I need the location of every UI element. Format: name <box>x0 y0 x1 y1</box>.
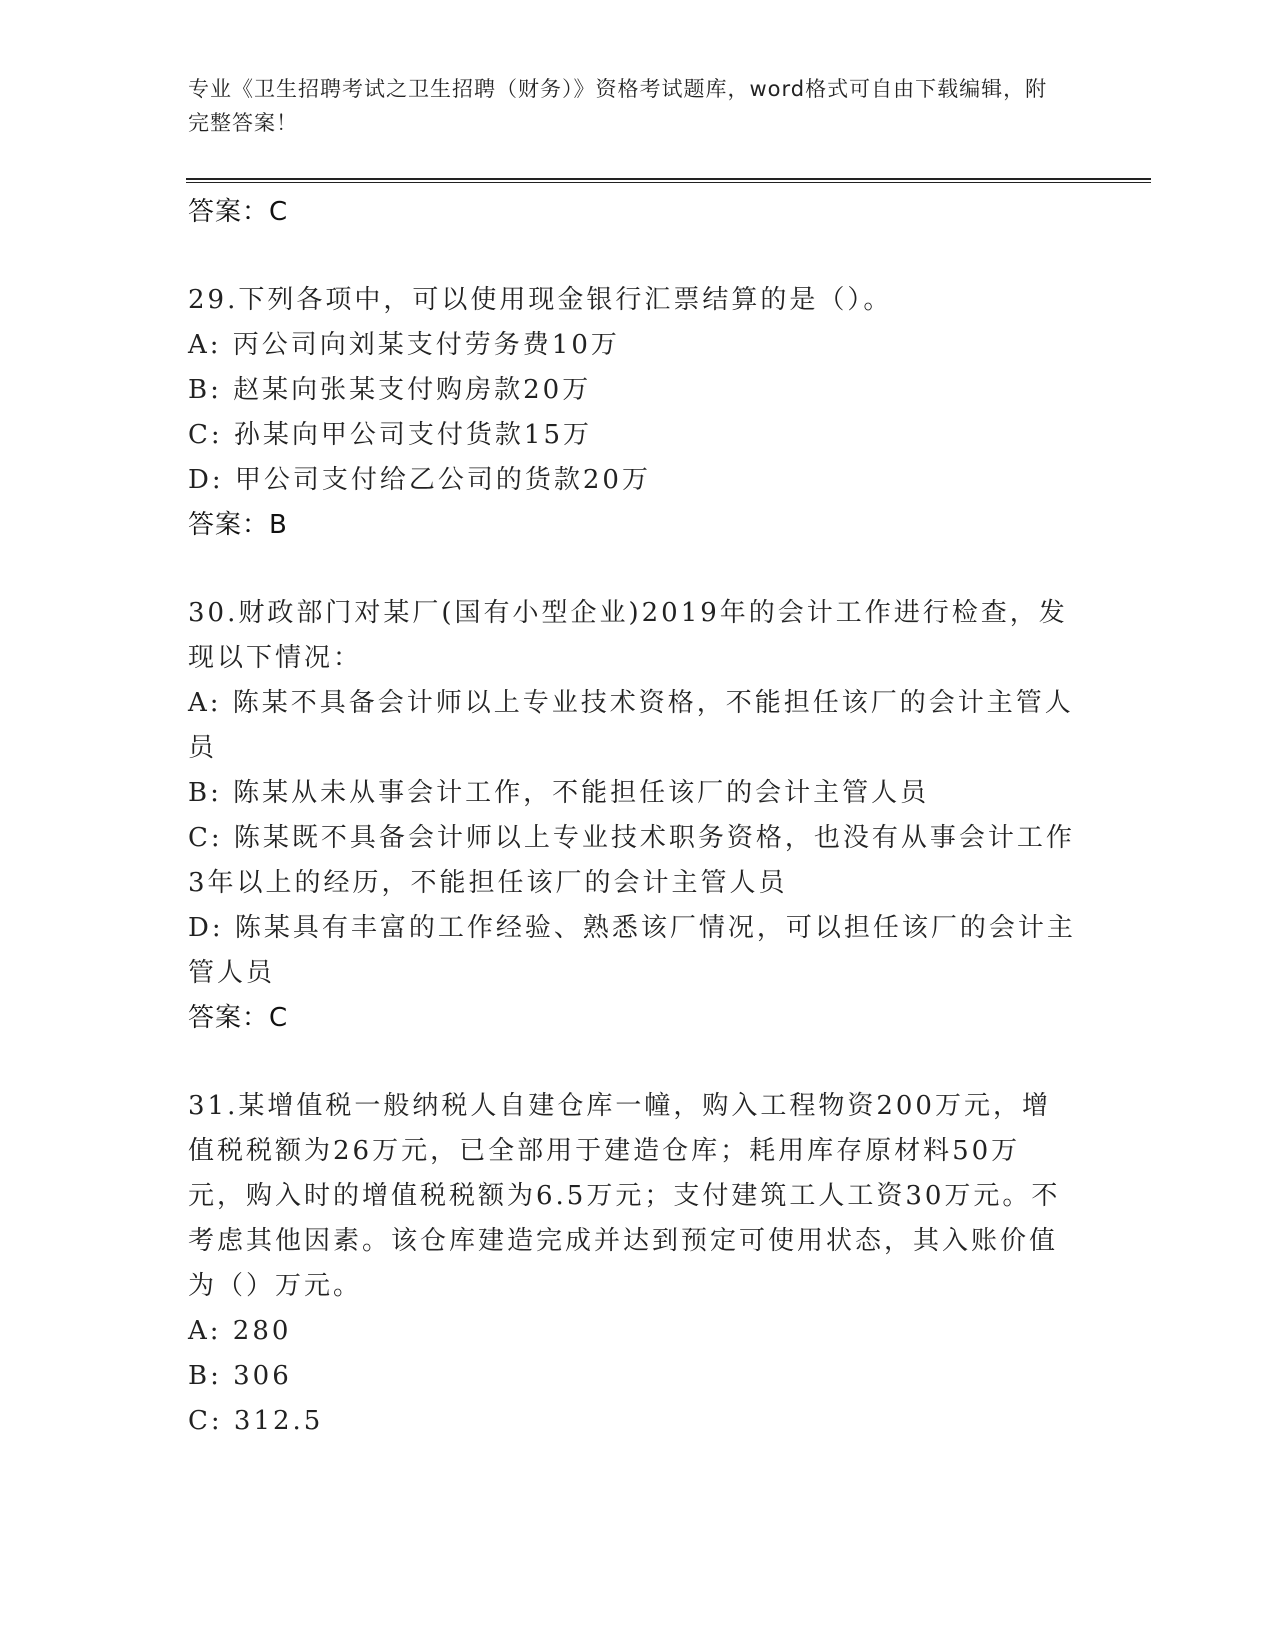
header-divider-thin <box>186 182 1151 183</box>
option-c: C: 孙某向甲公司支付货款15万 <box>188 420 593 450</box>
question-31 <box>188 1084 1078 1444</box>
answer-line: 答案：C <box>188 1003 289 1033</box>
option-a: A: 陈某不具备会计师以上专业技术资格，不能担任该厂的会计主管人员 <box>188 688 1074 763</box>
answer-line: 答案：B <box>188 510 288 540</box>
option-a: A: 丙公司向刘某支付劳务费10万 <box>188 330 620 360</box>
option-b: B: 306 <box>188 1361 292 1391</box>
question-list <box>188 190 1078 1444</box>
option-c: C: 312.5 <box>188 1406 324 1436</box>
question-stem: 30.财政部门对某厂(国有小型企业)2019年的会计工作进行检查，发现以下情况： <box>188 598 1068 673</box>
question-30 <box>188 591 1078 1040</box>
option-b: B: 陈某从未从事会计工作，不能担任该厂的会计主管人员 <box>188 778 930 808</box>
option-d: D: 甲公司支付给乙公司的货款20万 <box>188 465 651 495</box>
question-stem: 29.下列各项中，可以使用现金银行汇票结算的是（）。 <box>188 285 893 315</box>
document-header <box>188 72 1068 140</box>
option-a: A: 280 <box>188 1316 292 1346</box>
header-divider-thick <box>186 178 1151 180</box>
question-29 <box>188 278 1078 547</box>
question-stem: 31.某增值税一般纳税人自建仓库一幢，购入工程物资200万元，增值税税额为26万元，已全部用于建造仓库；耗用库存原材料50万元，购入时的增值税税额为6.5万元；支付建筑工人工资30万元。不考虑其他因素。该仓库建造完成并达到预定可使用状态，其入账价值为（）万元。 <box>188 1091 1061 1301</box>
option-c: C: 陈某既不具备会计师以上专业技术职务资格，也没有从事会计工作3年以上的经历，不能担任该厂的会计主管人员 <box>188 823 1075 898</box>
answer-line: 答案：C <box>188 197 289 227</box>
option-d: D: 陈某具有丰富的工作经验、熟悉该厂情况，可以担任该厂的会计主管人员 <box>188 913 1076 988</box>
header-text: 专业《卫生招聘考试之卫生招聘（财务）》资格考试题库，word格式可自由下载编辑，附完整答案！ <box>188 77 1048 135</box>
option-b: B: 赵某向张某支付购房款20万 <box>188 375 592 405</box>
